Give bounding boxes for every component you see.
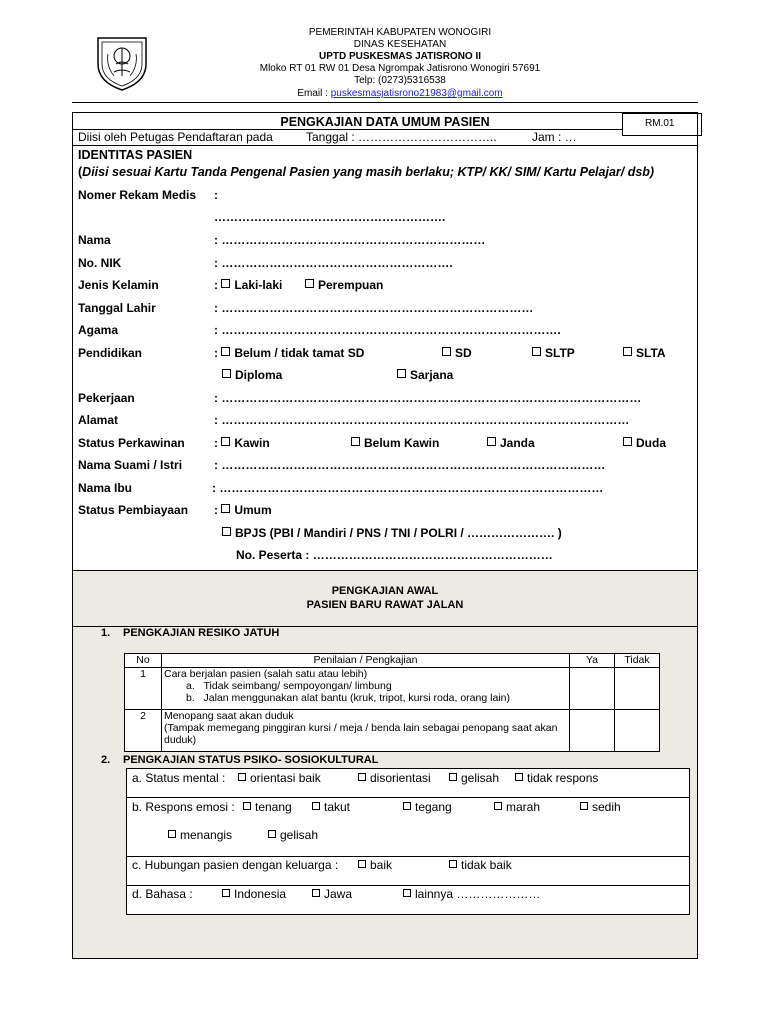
biaya-colon: : <box>214 503 218 517</box>
checkbox-icon[interactable] <box>221 279 230 288</box>
nik-field[interactable]: : …………………………………………………. <box>214 256 453 270</box>
psiko-divider-c <box>126 885 690 886</box>
row-penilaian <box>162 710 570 752</box>
mental-opt-orientasi[interactable] <box>238 771 321 785</box>
mental-opt-disorientasi-label: disorientasi <box>370 771 431 785</box>
cell-tidak[interactable] <box>615 710 660 752</box>
row-sub-b-mark: b. <box>186 692 195 704</box>
pend-opt-slta[interactable] <box>623 346 666 360</box>
row-sub-a <box>164 680 567 692</box>
mental-opt-disorientasi[interactable] <box>358 771 431 785</box>
table-row <box>125 710 660 752</box>
col-ya: Ya <box>570 654 615 668</box>
row-sub-a-text: Tidak seimbang/ sempoyongan/ limbung <box>203 680 392 692</box>
checkbox-icon[interactable] <box>312 802 320 810</box>
nama-label: Nama <box>78 233 111 247</box>
hubungan-opt-baik[interactable] <box>358 858 392 872</box>
mental-opt-gelisah-label: gelisah <box>461 771 500 785</box>
kawin-opt-duda[interactable] <box>623 436 666 450</box>
pend-opt-sarjana-label: Sarjana <box>410 368 454 382</box>
jk-female-label: Perempuan <box>318 278 384 292</box>
status-mental-label: a. Status mental : <box>132 771 226 785</box>
date-field[interactable]: Tanggal : …………………………….. <box>306 130 497 144</box>
identity-note-paren: ( <box>78 165 83 179</box>
form-code: RM.01 <box>645 118 675 129</box>
pend-opt-sd[interactable] <box>442 346 472 360</box>
psiko-num: 2. <box>101 754 111 766</box>
checkbox-icon[interactable] <box>222 527 231 536</box>
pend-opt-belum-label: Belum / tidak tamat SD <box>234 346 365 360</box>
awal-title-1: PENGKAJIAN AWAL <box>331 585 439 597</box>
time-field[interactable]: Jam : … <box>532 130 577 144</box>
emosi-opt-takut-label: takut <box>324 800 351 814</box>
pend-opt-sltp[interactable] <box>532 346 575 360</box>
nama-field[interactable]: : ………………………………………………………… <box>214 233 486 247</box>
emosi-opt-marah-label: marah <box>506 800 541 814</box>
kawin-opt-janda-label: Janda <box>500 436 535 450</box>
checkbox-icon[interactable] <box>442 347 451 356</box>
checkbox-icon[interactable] <box>623 437 632 446</box>
emosi-opt-tegang[interactable] <box>403 800 452 814</box>
pend-opt-belum[interactable] <box>214 346 364 360</box>
col-tidak: Tidak <box>615 654 660 668</box>
kawin-opt-kawin[interactable] <box>214 436 270 450</box>
pend-opt-sltp-label: SLTP <box>545 346 575 360</box>
kerja-label: Pekerjaan <box>78 391 135 405</box>
checkbox-icon[interactable] <box>397 369 406 378</box>
emosi-opt-gelisah-label: gelisah <box>280 828 319 842</box>
biaya-label: Status Pembiayaan <box>78 503 189 517</box>
checkbox-icon[interactable] <box>515 773 523 781</box>
tgl-field[interactable]: : …………………………………………………………………… <box>214 301 534 315</box>
biaya-opt-umum[interactable] <box>214 503 272 517</box>
bahasa-opt-indonesia-label: Indonesia <box>234 887 287 901</box>
jk-male-option[interactable] <box>221 278 282 292</box>
pend-opt-slta-label: SLTA <box>636 346 666 360</box>
row-penilaian <box>162 668 570 710</box>
row-note: (Tampak memegang pinggiran kursi / meja / benda lain sebagai penopang saat akan duduk) <box>164 722 558 746</box>
checkbox-icon[interactable] <box>168 830 176 838</box>
agama-field[interactable]: : …………………………………………………………………………. <box>214 323 561 337</box>
jk-options <box>214 278 282 292</box>
cell-tidak[interactable] <box>615 668 660 710</box>
checkbox-icon[interactable] <box>312 889 320 897</box>
checkbox-icon[interactable] <box>243 802 251 810</box>
tgl-label: Tanggal Lahir <box>78 301 156 315</box>
checkbox-icon[interactable] <box>305 279 314 288</box>
checkbox-icon[interactable] <box>532 347 541 356</box>
header-agency: DINAS KESEHATAN <box>353 39 447 50</box>
mental-opt-gelisah[interactable] <box>449 771 499 785</box>
cell-ya[interactable] <box>570 710 615 752</box>
emosi-opt-tenang[interactable] <box>243 800 292 814</box>
checkbox-icon[interactable] <box>222 889 230 897</box>
row-sub-b-text: Jalan menggunakan alat bantu (kruk, tripot, kursi roda, orang lain) <box>203 692 510 704</box>
header-phone: Telp: (0273)5316538 <box>354 75 446 86</box>
email-label: Email : <box>297 88 331 99</box>
jk-label: Jenis Kelamin <box>78 278 159 292</box>
mental-opt-tidak-respons-label: tidak respons <box>527 771 599 785</box>
kawin-label: Status Perkawinan <box>78 436 185 450</box>
pend-opt-sarjana[interactable] <box>397 368 453 382</box>
peserta-field[interactable]: No. Peserta : …………………………………………………… <box>236 548 553 562</box>
emosi-opt-sedih-label: sedih <box>592 800 621 814</box>
rm-colon: : <box>214 188 218 202</box>
alamat-field[interactable]: : ………………………………………………………………………………………… <box>214 413 630 427</box>
ibu-label: Nama Ibu <box>78 481 133 495</box>
resiko-num: 1. <box>101 627 111 639</box>
hubungan-label: c. Hubungan pasien dengan keluarga : <box>132 858 339 872</box>
resiko-heading: PENGKAJIAN RESIKO JATUH <box>123 627 280 639</box>
respons-emosi-label: b. Respons emosi : <box>132 800 235 814</box>
checkbox-icon[interactable] <box>487 437 496 446</box>
kawin-opt-kawin-label: Kawin <box>234 436 270 450</box>
psiko-divider-b <box>126 856 690 857</box>
header-government: PEMERINTAH KABUPATEN WONOGIRI <box>308 27 492 38</box>
row-text: Cara berjalan pasien (salah satu atau lebih) <box>164 668 368 680</box>
table-row <box>125 668 660 710</box>
header-divider <box>72 102 698 103</box>
bahasa-opt-lainnya-label: lainnya ………………… <box>415 887 541 901</box>
kawin-opt-duda-label: Duda <box>636 436 666 450</box>
identity-note <box>78 165 654 179</box>
header-email <box>200 88 600 100</box>
jk-colon: : <box>214 278 218 292</box>
checkbox-icon[interactable] <box>358 860 366 868</box>
suami-label: Nama Suami / Istri <box>78 458 183 472</box>
header-puskesmas: UPTD PUSKESMAS JATISRONO II <box>318 51 482 62</box>
emosi-opt-gelisah[interactable] <box>268 828 318 842</box>
kawin-opt-belum-label: Belum Kawin <box>364 436 440 450</box>
filled-by-text: Diisi oleh Petugas Pendaftaran pada <box>78 130 273 144</box>
bahasa-opt-jawa-label: Jawa <box>324 887 353 901</box>
rm-field[interactable]: …………………………………………………. <box>214 210 446 224</box>
checkbox-icon[interactable] <box>403 889 411 897</box>
pend-opt-diploma[interactable] <box>222 368 282 382</box>
emosi-opt-menangis[interactable] <box>168 828 232 842</box>
mental-opt-orientasi-label: orientasi baik <box>250 771 321 785</box>
biaya-opt-umum-label: Umum <box>234 503 272 517</box>
awal-title-2: PASIEN BARU RAWAT JALAN <box>306 599 464 611</box>
psiko-divider-a <box>126 797 690 798</box>
checkbox-icon[interactable] <box>358 773 366 781</box>
row-sub-b <box>164 692 567 704</box>
biaya-opt-bpjs-label: BPJS (PBI / Mandiri / PNS / TNI / POLRI / …………………. ) <box>235 526 562 540</box>
identity-divider <box>72 145 698 146</box>
kawin-opt-belum[interactable] <box>351 436 439 450</box>
resiko-table <box>124 653 660 752</box>
form-title: PENGKAJIAN DATA UMUM PASIEN <box>280 115 490 129</box>
row-no: 1 <box>125 668 162 710</box>
col-penilaian: Penilaian / Pengkajian <box>162 654 570 668</box>
row-sub-a-mark: a. <box>186 680 195 692</box>
kawin-colon: : <box>214 436 218 450</box>
emosi-opt-menangis-label: menangis <box>180 828 233 842</box>
checkbox-icon[interactable] <box>580 802 588 810</box>
checkbox-icon[interactable] <box>494 802 502 810</box>
emosi-opt-tegang-label: tegang <box>415 800 452 814</box>
checkbox-icon[interactable] <box>268 830 276 838</box>
agama-label: Agama <box>78 323 119 337</box>
bahasa-label: d. Bahasa : <box>132 887 193 901</box>
kerja-field[interactable]: : …………………………………………………………………………………………… <box>214 391 642 405</box>
pend-opt-sd-label: SD <box>455 346 472 360</box>
header-address: Mloko RT 01 RW 01 Desa Ngrompak Jatisrono Wonogiri 57691 <box>259 63 541 74</box>
pend-label: Pendidikan <box>78 346 143 360</box>
checkbox-icon[interactable] <box>449 773 457 781</box>
bahasa-opt-jawa[interactable] <box>312 887 352 901</box>
suami-field[interactable]: : …………………………………………………………………………………… <box>214 458 606 472</box>
row-text: Menopang saat akan duduk <box>164 710 294 722</box>
rm-label: Nomer Rekam Medis <box>78 188 197 202</box>
checkbox-icon[interactable] <box>222 369 231 378</box>
col-no: No <box>125 654 162 668</box>
hubungan-opt-tidak-baik[interactable] <box>449 858 512 872</box>
wonogiri-logo <box>94 34 150 92</box>
row-no: 2 <box>125 710 162 752</box>
checkbox-icon[interactable] <box>449 860 457 868</box>
psiko-heading: PENGKAJIAN STATUS PSIKO- SOSIOKULTURAL <box>123 754 379 766</box>
nik-label: No. NIK <box>78 256 122 270</box>
jk-female-option[interactable] <box>305 278 383 292</box>
emosi-opt-sedih[interactable] <box>580 800 621 814</box>
checkbox-icon[interactable] <box>221 347 230 356</box>
mental-opt-tidak-respons[interactable] <box>515 771 598 785</box>
alamat-label: Alamat <box>78 413 119 427</box>
resiko-table-header <box>125 654 660 668</box>
checkbox-icon[interactable] <box>623 347 632 356</box>
checkbox-icon[interactable] <box>351 437 360 446</box>
checkbox-icon[interactable] <box>403 802 411 810</box>
emosi-opt-marah[interactable] <box>494 800 540 814</box>
hubungan-opt-baik-label: baik <box>370 858 393 872</box>
identity-heading: IDENTITAS PASIEN <box>78 148 193 162</box>
cell-ya[interactable] <box>570 668 615 710</box>
jk-male-label: Laki-laki <box>234 278 283 292</box>
identity-note-text: Diisi sesuai Kartu Tanda Pengenal Pasien yang masih berlaku; KTP/ KK/ SIM/ Kartu Pelajar/ dsb) <box>82 165 655 179</box>
hubungan-opt-tidak-baik-label: tidak baik <box>461 858 512 872</box>
email-link[interactable]: puskesmasjatisrono21983@gmail.com <box>330 88 503 99</box>
biaya-opt-bpjs[interactable] <box>222 526 562 540</box>
emosi-opt-tenang-label: tenang <box>255 800 292 814</box>
checkbox-icon[interactable] <box>238 773 246 781</box>
checkbox-icon[interactable] <box>221 437 230 446</box>
bahasa-opt-lainnya[interactable] <box>403 887 540 901</box>
kawin-opt-janda[interactable] <box>487 436 535 450</box>
bahasa-opt-indonesia[interactable] <box>222 887 286 901</box>
pend-colon: : <box>214 346 218 360</box>
checkbox-icon[interactable] <box>221 504 230 513</box>
pend-opt-diploma-label: Diploma <box>235 368 283 382</box>
emosi-opt-takut[interactable] <box>312 800 350 814</box>
ibu-field[interactable]: : …………………………………………………………………………………… <box>212 481 604 495</box>
